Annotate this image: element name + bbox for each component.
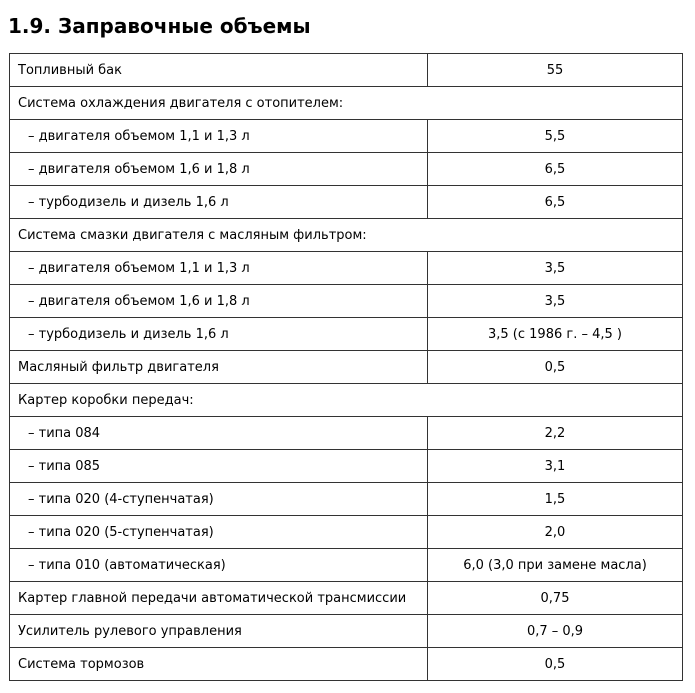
section-label: Картер коробки передач: xyxy=(10,384,683,417)
row-label: Масляный фильтр двигателя xyxy=(10,351,428,384)
capacities-table xyxy=(9,53,683,681)
row-value: 55 xyxy=(428,54,683,87)
row-label: Усилитель рулевого управления xyxy=(10,615,428,648)
row-value: 6,5 xyxy=(428,153,683,186)
row-value: 0,75 xyxy=(428,582,683,615)
row-label: – типа 010 (автоматическая) xyxy=(10,549,428,582)
row-label: – типа 085 xyxy=(10,450,428,483)
table-row xyxy=(10,582,683,615)
row-value: 3,5 xyxy=(428,252,683,285)
row-value: 6,0 (3,0 при замене масла) xyxy=(428,549,683,582)
table-row xyxy=(10,417,683,450)
row-label: – типа 020 (5-ступенчатая) xyxy=(10,516,428,549)
section-label: Система смазки двигателя с масляным фильтром: xyxy=(10,219,683,252)
table-row xyxy=(10,483,683,516)
row-value: 3,5 xyxy=(428,285,683,318)
row-value: 3,1 xyxy=(428,450,683,483)
row-label: Система тормозов xyxy=(10,648,428,681)
table-row xyxy=(10,285,683,318)
table-row xyxy=(10,516,683,549)
table-row-section xyxy=(10,87,683,120)
row-value: 0,7 – 0,9 xyxy=(428,615,683,648)
row-label: Картер главной передачи автоматической трансмиссии xyxy=(10,582,428,615)
row-label: – двигателя объемом 1,1 и 1,3 л xyxy=(10,252,428,285)
row-value: 2,2 xyxy=(428,417,683,450)
row-label: – типа 084 xyxy=(10,417,428,450)
page-title: 1.9. Заправочные объемы xyxy=(8,14,311,38)
row-label: – двигателя объемом 1,1 и 1,3 л xyxy=(10,120,428,153)
row-label: Топливный бак xyxy=(10,54,428,87)
row-label: – типа 020 (4-ступенчатая) xyxy=(10,483,428,516)
table-row xyxy=(10,54,683,87)
table-row-section xyxy=(10,219,683,252)
table-row xyxy=(10,153,683,186)
table-row xyxy=(10,120,683,153)
row-value: 5,5 xyxy=(428,120,683,153)
row-value: 0,5 xyxy=(428,351,683,384)
row-label: – двигателя объемом 1,6 и 1,8 л xyxy=(10,285,428,318)
table-row xyxy=(10,318,683,351)
table-row xyxy=(10,351,683,384)
row-value: 2,0 xyxy=(428,516,683,549)
row-value: 6,5 xyxy=(428,186,683,219)
row-value: 0,5 xyxy=(428,648,683,681)
row-label: – турбодизель и дизель 1,6 л xyxy=(10,186,428,219)
table-row xyxy=(10,186,683,219)
table-row xyxy=(10,252,683,285)
row-label: – двигателя объемом 1,6 и 1,8 л xyxy=(10,153,428,186)
table-row xyxy=(10,549,683,582)
row-value: 3,5 (с 1986 г. – 4,5 ) xyxy=(428,318,683,351)
section-label: Система охлаждения двигателя с отопителем: xyxy=(10,87,683,120)
row-value: 1,5 xyxy=(428,483,683,516)
table-row-section xyxy=(10,384,683,417)
table-row xyxy=(10,450,683,483)
table-row xyxy=(10,648,683,681)
table-row xyxy=(10,615,683,648)
row-label: – турбодизель и дизель 1,6 л xyxy=(10,318,428,351)
